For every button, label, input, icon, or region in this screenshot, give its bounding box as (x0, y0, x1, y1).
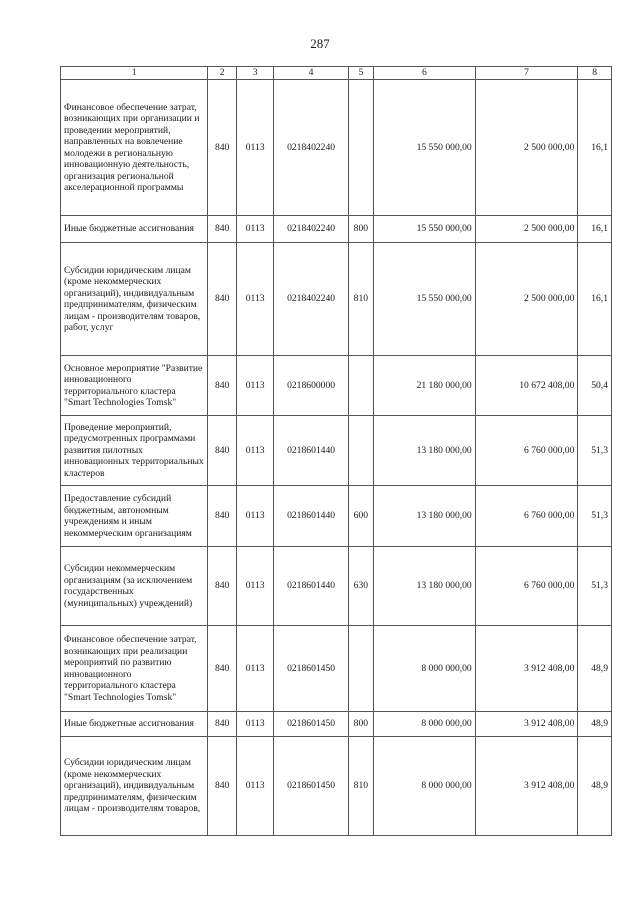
column-header: 6 (374, 67, 476, 80)
section-code: 0113 (236, 737, 274, 836)
plan-amount: 15 550 000,00 (374, 243, 476, 356)
expense-type-code: 810 (348, 737, 373, 836)
execution-percent: 16,1 (578, 243, 612, 356)
ministry-code: 840 (208, 356, 236, 416)
table-row (61, 486, 612, 547)
actual-amount: 10 672 408,00 (475, 356, 578, 416)
target-article-code: 0218402240 (274, 243, 348, 356)
page-number: 287 (310, 36, 330, 51)
target-article-code: 0218600000 (274, 356, 348, 416)
ministry-code: 840 (208, 737, 236, 836)
section-code: 0113 (236, 626, 274, 712)
table-row (61, 626, 612, 712)
expense-type-code: 630 (348, 547, 373, 626)
target-article-code: 0218601450 (274, 712, 348, 737)
ministry-code: 840 (208, 416, 236, 486)
execution-percent: 51,3 (578, 416, 612, 486)
ministry-code: 840 (208, 243, 236, 356)
target-article-code: 0218601450 (274, 626, 348, 712)
ministry-code: 840 (208, 626, 236, 712)
column-header: 5 (348, 67, 373, 80)
target-article-code: 0218402240 (274, 80, 348, 216)
section-code: 0113 (236, 486, 274, 547)
section-code: 0113 (236, 416, 274, 486)
table-row (61, 80, 612, 216)
actual-amount: 2 500 000,00 (475, 216, 578, 243)
plan-amount: 21 180 000,00 (374, 356, 476, 416)
expense-type-code (348, 356, 373, 416)
execution-percent: 50,4 (578, 356, 612, 416)
column-header: 2 (208, 67, 236, 80)
expense-type-code: 810 (348, 243, 373, 356)
ministry-code: 840 (208, 80, 236, 216)
plan-amount: 13 180 000,00 (374, 416, 476, 486)
expense-type-code: 800 (348, 216, 373, 243)
execution-percent: 48,9 (578, 712, 612, 737)
plan-amount: 13 180 000,00 (374, 547, 476, 626)
table-row (61, 216, 612, 243)
target-article-code: 0218402240 (274, 216, 348, 243)
section-code: 0113 (236, 712, 274, 737)
plan-amount: 13 180 000,00 (374, 486, 476, 547)
row-name: Иные бюджетные ассигнования (61, 712, 208, 737)
row-name: Основное мероприятие "Развитие инновационного территориального кластера "Smart Technologies Tomsk" (61, 356, 208, 416)
column-header: 4 (274, 67, 348, 80)
row-name: Иные бюджетные ассигнования (61, 216, 208, 243)
section-code: 0113 (236, 243, 274, 356)
execution-percent: 51,3 (578, 486, 612, 547)
plan-amount: 8 000 000,00 (374, 712, 476, 737)
column-header: 8 (578, 67, 612, 80)
actual-amount: 3 912 408,00 (475, 737, 578, 836)
column-header: 1 (61, 67, 208, 80)
target-article-code: 0218601450 (274, 737, 348, 836)
table-row (61, 356, 612, 416)
plan-amount: 15 550 000,00 (374, 216, 476, 243)
actual-amount: 6 760 000,00 (475, 416, 578, 486)
table-header-row (61, 67, 612, 80)
row-name: Субсидии юридическим лицам (кроме некоммерческих организаций), индивидуальным предпринимателям, физическим лицам - производителям товаров, (61, 737, 208, 836)
actual-amount: 3 912 408,00 (475, 626, 578, 712)
actual-amount: 2 500 000,00 (475, 80, 578, 216)
ministry-code: 840 (208, 547, 236, 626)
target-article-code: 0218601440 (274, 547, 348, 626)
expense-type-code: 600 (348, 486, 373, 547)
row-name: Субсидии некоммерческим организациям (за исключением государственных (муниципальных) учреждений) (61, 547, 208, 626)
row-name: Субсидии юридическим лицам (кроме некоммерческих организаций), индивидуальным предпринимателям, физическим лицам - производителям товаров, работ, услуг (61, 243, 208, 356)
row-name: Проведение мероприятий, предусмотренных программами развития пилотных инновационных территориальных кластеров (61, 416, 208, 486)
actual-amount: 2 500 000,00 (475, 243, 578, 356)
execution-percent: 16,1 (578, 216, 612, 243)
execution-percent: 48,9 (578, 737, 612, 836)
ministry-code: 840 (208, 216, 236, 243)
row-name: Предоставление субсидий бюджетным, автономным учреждениям и иным некоммерческим организациям (61, 486, 208, 547)
plan-amount: 15 550 000,00 (374, 80, 476, 216)
actual-amount: 6 760 000,00 (475, 486, 578, 547)
expense-type-code (348, 626, 373, 712)
ministry-code: 840 (208, 712, 236, 737)
target-article-code: 0218601440 (274, 416, 348, 486)
section-code: 0113 (236, 356, 274, 416)
section-code: 0113 (236, 80, 274, 216)
plan-amount: 8 000 000,00 (374, 737, 476, 836)
actual-amount: 3 912 408,00 (475, 712, 578, 737)
row-name: Финансовое обеспечение затрат, возникающих при организации и проведении мероприятий, направленных на вовлечение молодежи в региональную инновационную деятельность, организация региональной акселерационной программы (61, 80, 208, 216)
table-row (61, 243, 612, 356)
table-row (61, 712, 612, 737)
execution-percent: 48,9 (578, 626, 612, 712)
column-header: 3 (236, 67, 274, 80)
plan-amount: 8 000 000,00 (374, 626, 476, 712)
execution-percent: 51,3 (578, 547, 612, 626)
section-code: 0113 (236, 547, 274, 626)
column-header: 7 (475, 67, 578, 80)
expense-type-code (348, 80, 373, 216)
budget-table (60, 66, 612, 836)
expense-type-code (348, 416, 373, 486)
table-row (61, 547, 612, 626)
section-code: 0113 (236, 216, 274, 243)
execution-percent: 16,1 (578, 80, 612, 216)
actual-amount: 6 760 000,00 (475, 547, 578, 626)
table-row (61, 737, 612, 836)
expense-type-code: 800 (348, 712, 373, 737)
row-name: Финансовое обеспечение затрат, возникающих при реализации мероприятий по развитию инновационного территориального кластера "Smart Technologies Tomsk" (61, 626, 208, 712)
target-article-code: 0218601440 (274, 486, 348, 547)
table-row (61, 416, 612, 486)
ministry-code: 840 (208, 486, 236, 547)
